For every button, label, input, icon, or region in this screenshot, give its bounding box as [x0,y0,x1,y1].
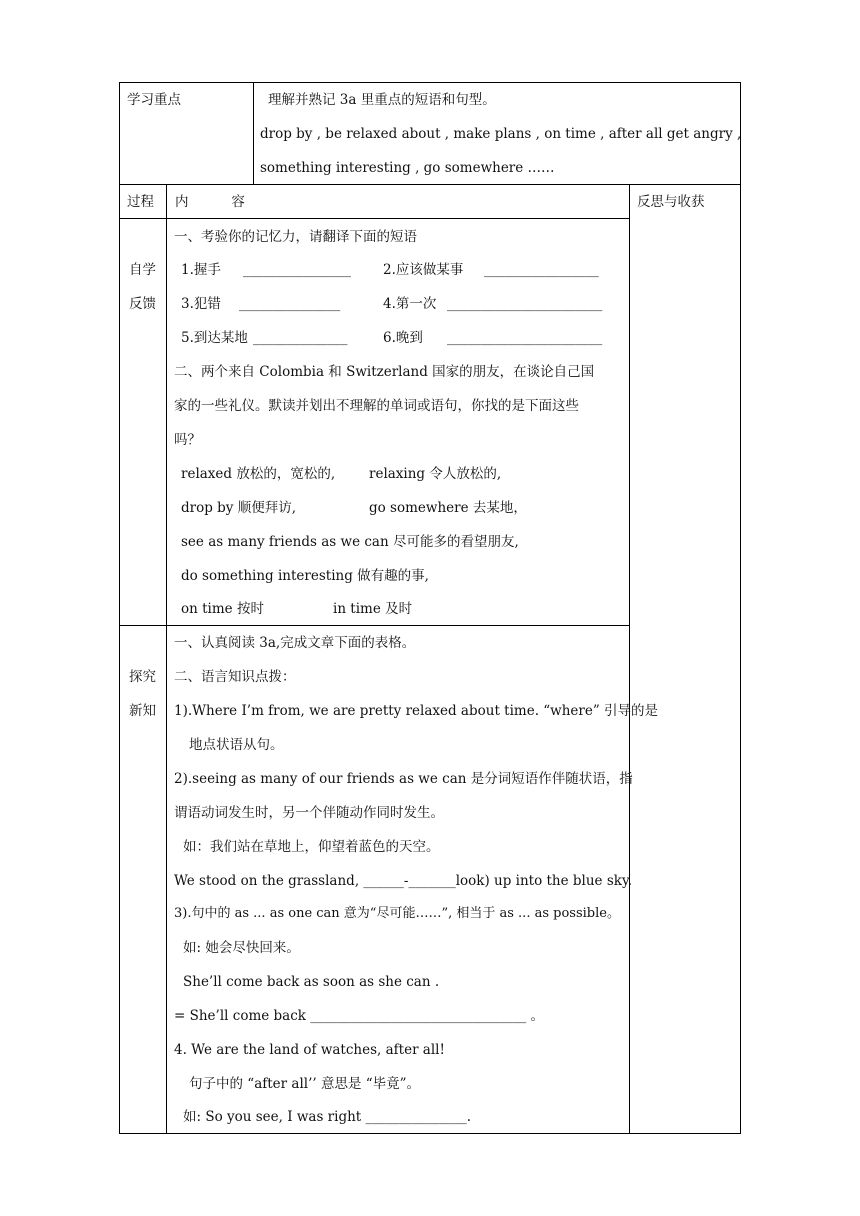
self-study-label-bottom: 反馈 [129,296,156,312]
header-row-bottom [119,218,630,219]
explore-label-bottom: 新知 [129,703,156,719]
explore-line-8: We stood on the grassland, ______-_______look) up into the blue sky. [174,873,633,889]
vocab-in-time: in time 及时 [333,601,413,617]
explore-line-9: 3).句中的 as ... as one can 意为“尽可能……”, 相当于 as ... as possible。 [174,906,620,921]
explore-label-top: 探究 [129,669,156,685]
answer-blank-1: ________________ [243,262,351,278]
explore-line-5: 2).seeing as many of our friends as we can 是分词短语作伴随状语，指 [174,771,633,787]
answer-blank-5: ______________ [253,330,348,346]
vocab-something-interesting: do something interesting 做有趣的事, [181,568,429,584]
explore-line-10: 如: 她会尽快回来。 [183,940,300,956]
answer-blank-6: _______________________ [447,330,603,346]
vocab-go-somewhere: go somewhere 去某地， [369,500,527,516]
explore-line-2: 二、语言知识点拨： [174,669,296,685]
main-table-col-1 [166,184,167,1134]
answer-blank-3: _______________ [239,296,341,312]
phrase-4: 4.第一次 [383,296,437,312]
phrase-3: 3.犯错 [181,296,221,312]
explore-line-7: 如：我们站在草地上，仰望着蓝色的天空。 [183,839,440,855]
main-table-col-2 [629,184,630,1134]
task-2-line-3: 吗？ [174,432,201,448]
phrase-5: 5.到达某地 [181,330,248,346]
explore-line-13: 4. We are the land of watches, after all! [174,1042,445,1058]
vocab-relaxing: relaxing 令人放松的, [369,466,502,482]
key-points-label: 学习重点 [127,92,181,108]
explore-line-1: 一、认真阅读 3a,完成文章下面的表格。 [174,635,416,651]
explore-line-3: 1).Where I’m from, we are pretty relaxed about time. “where” 引导的是 [174,703,659,719]
phrase-2: 2.应该做某事 [383,262,464,278]
key-points-divider [253,82,254,185]
answer-blank-4: _______________________ [447,296,603,312]
explore-line-12: = She’ll come back ________________________________ 。 [174,1008,545,1024]
key-points-line-3: something interesting , go somewhere …… [260,160,555,176]
header-reflection: 反思与收获 [637,194,705,210]
vocab-drop-by: drop by 顺便拜访, [181,500,297,516]
vocab-on-time: on time 按时 [181,601,264,617]
task-1-title: 一、考验你的记忆力，请翻译下面的短语 [174,229,417,245]
explore-line-14: 句子中的 “after all’’ 意思是 “毕竟”。 [189,1076,421,1092]
explore-line-4: 地点状语从句。 [189,737,284,753]
vocab-see-friends: see as many friends as we can 尽可能多的看望朋友, [181,534,519,550]
phrase-6: 6.晚到 [383,330,423,346]
key-points-line-2: drop by , be relaxed about , make plans , on time , after all get angry , [260,126,742,142]
answer-blank-2: _________________ [484,262,599,278]
self-study-row-bottom [119,625,630,626]
explore-line-6: 谓语动词发生时，另一个伴随动作同时发生。 [174,805,444,821]
main-table [119,184,741,1134]
self-study-label-top: 自学 [129,262,156,278]
header-process: 过程 [127,194,154,210]
task-2-line-1: 二、两个来自 Colombia 和 Switzerland 国家的朋友，在谈论自己国 [174,364,595,380]
task-2-line-2: 家的一些礼仪。默读并划出不理解的单词或语句，你找的是下面这些 [174,398,579,414]
explore-line-11: She’ll come back as soon as she can . [183,974,440,990]
key-points-line-1: 理解并熟记 3a 里重点的短语和句型。 [268,92,496,108]
explore-line-15: 如: So you see, I was right _______________. [183,1109,472,1125]
header-content: 内 容 [175,194,245,210]
phrase-1: 1.握手 [181,262,221,278]
vocab-relaxed: relaxed 放松的，宽松的, [181,466,336,482]
